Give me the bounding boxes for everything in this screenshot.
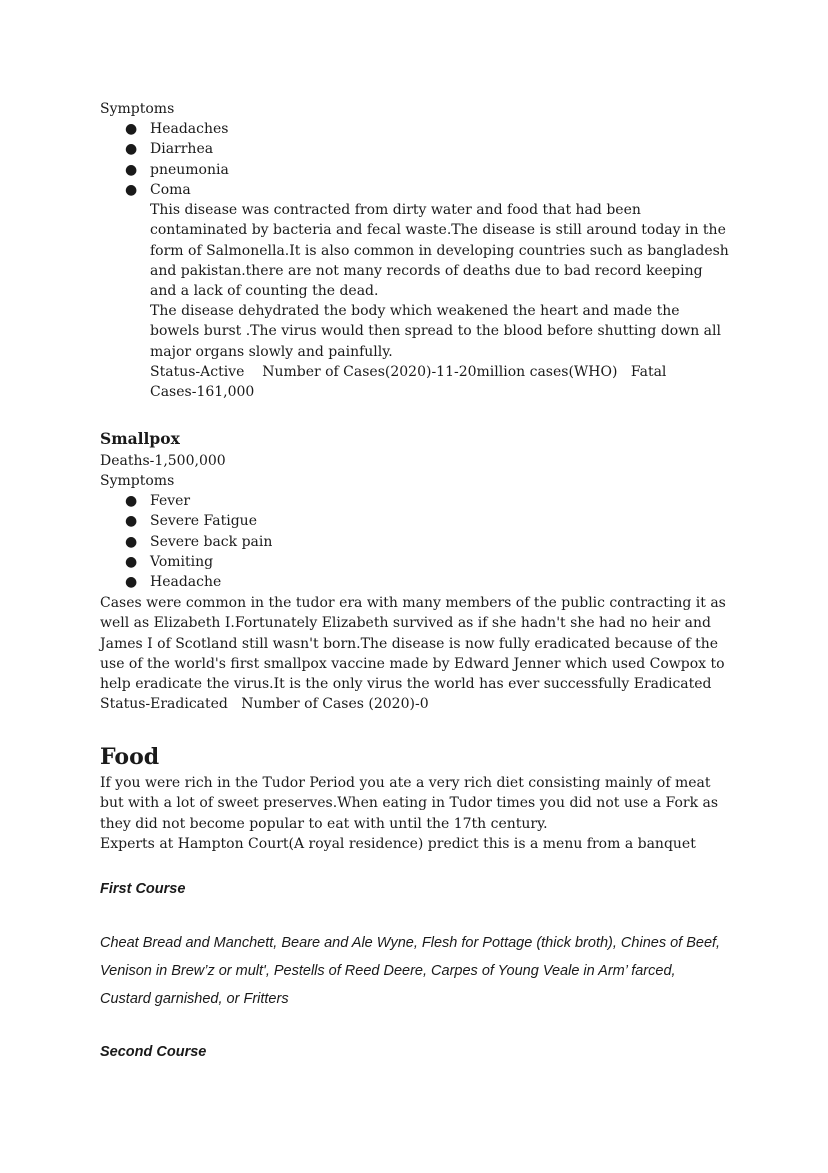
disease-effects: The disease dehydrated the body which weakened the heart and made the bowels burst .The virus would then spread to the blood before shutting down all major organs slowly and painfully. [150,303,721,360]
cases-text: Number of Cases (2020)-0 [241,696,429,712]
second-course-heading: Second Course [100,1044,207,1060]
bullet-icon: ● [125,513,138,530]
disease-description: This disease was contracted from dirty water and food that had been contaminated by bacteria and fecal waste.The disease is still around today in the form of Salmonella.It is also common in developing countries such as bangladesh and pakistan.there are not many records of deaths due to bad record keeping and a lack of counting the dead. [150,202,729,300]
food-heading: Food [100,744,160,770]
bullet-icon: ● [125,493,138,509]
list-item: ● Headaches [150,119,730,139]
smallpox-status-line [100,694,730,714]
smallpox-deaths: Deaths-1,500,000 [100,453,226,469]
bullet-icon: ● [125,141,138,158]
cases-text: Number of Cases(2020)-11-20million cases(WHO) [262,364,618,380]
list-item: ● Diarrhea [150,139,730,159]
smallpox-symptoms-list [125,491,730,592]
bullet-icon: ● [125,181,138,198]
first-course-items: Cheat Bread and Manchett, Beare and Ale Wyne, Flesh for Pottage (thick broth), Chines of Beef, Venison in Brew’z or mult', Pestells of Reed Deere, Carpes of Young Veale in Arm’ farced, Custard garnished, or Fritters [100,935,721,1007]
list-item: ● Severe Fatigue [150,511,730,531]
smallpox-description: Cases were common in the tudor era with many members of the public contracting it as well as Elizabeth I.Fortunately Elizabeth survived as if she hadn't she had no heir and James I of Scotland still wasn't born.The disease is now fully eradicated because of the use of the world's first smallpox vaccine made by Edward Jenner which used Cowpox to help eradicate the virus.It is the only virus the world has ever successfully Eradicated [100,595,726,693]
bullet-icon: ● [125,553,138,570]
status-text: Status-Active [150,364,245,380]
smallpox-heading: Smallpox [100,429,180,448]
first-course-heading: First Course [100,881,186,897]
fatal-text: Fatal Cases-161,000 [150,364,667,401]
list-item: ● pneumonia [150,160,730,180]
status-text: Status-Eradicated [100,696,228,712]
list-item: ● Coma [150,180,730,200]
bullet-icon: ● [125,161,138,178]
list-item: ● Severe back pain [150,532,730,552]
list-item: ● Vomiting [150,552,730,572]
smallpox-symptoms-label: Symptoms [100,473,175,489]
bullet-icon: ● [125,533,138,550]
symptoms-label: Symptoms [100,101,175,117]
status-line [150,362,667,403]
bullet-icon: ● [125,121,138,137]
food-experts-note: Experts at Hampton Court(A royal residence) predict this is a menu from a banquet [100,836,696,852]
list-item: ● Headache [150,572,730,592]
food-description: If you were rich in the Tudor Period you ate a very rich diet consisting mainly of meat but with a lot of sweet preserves.When eating in Tudor times you did not use a Fork as they did not become popular to eat with until the 17th century. [100,775,719,832]
symptoms-list [125,119,730,200]
list-item: ● Fever [150,491,730,511]
bullet-icon: ● [125,574,138,591]
